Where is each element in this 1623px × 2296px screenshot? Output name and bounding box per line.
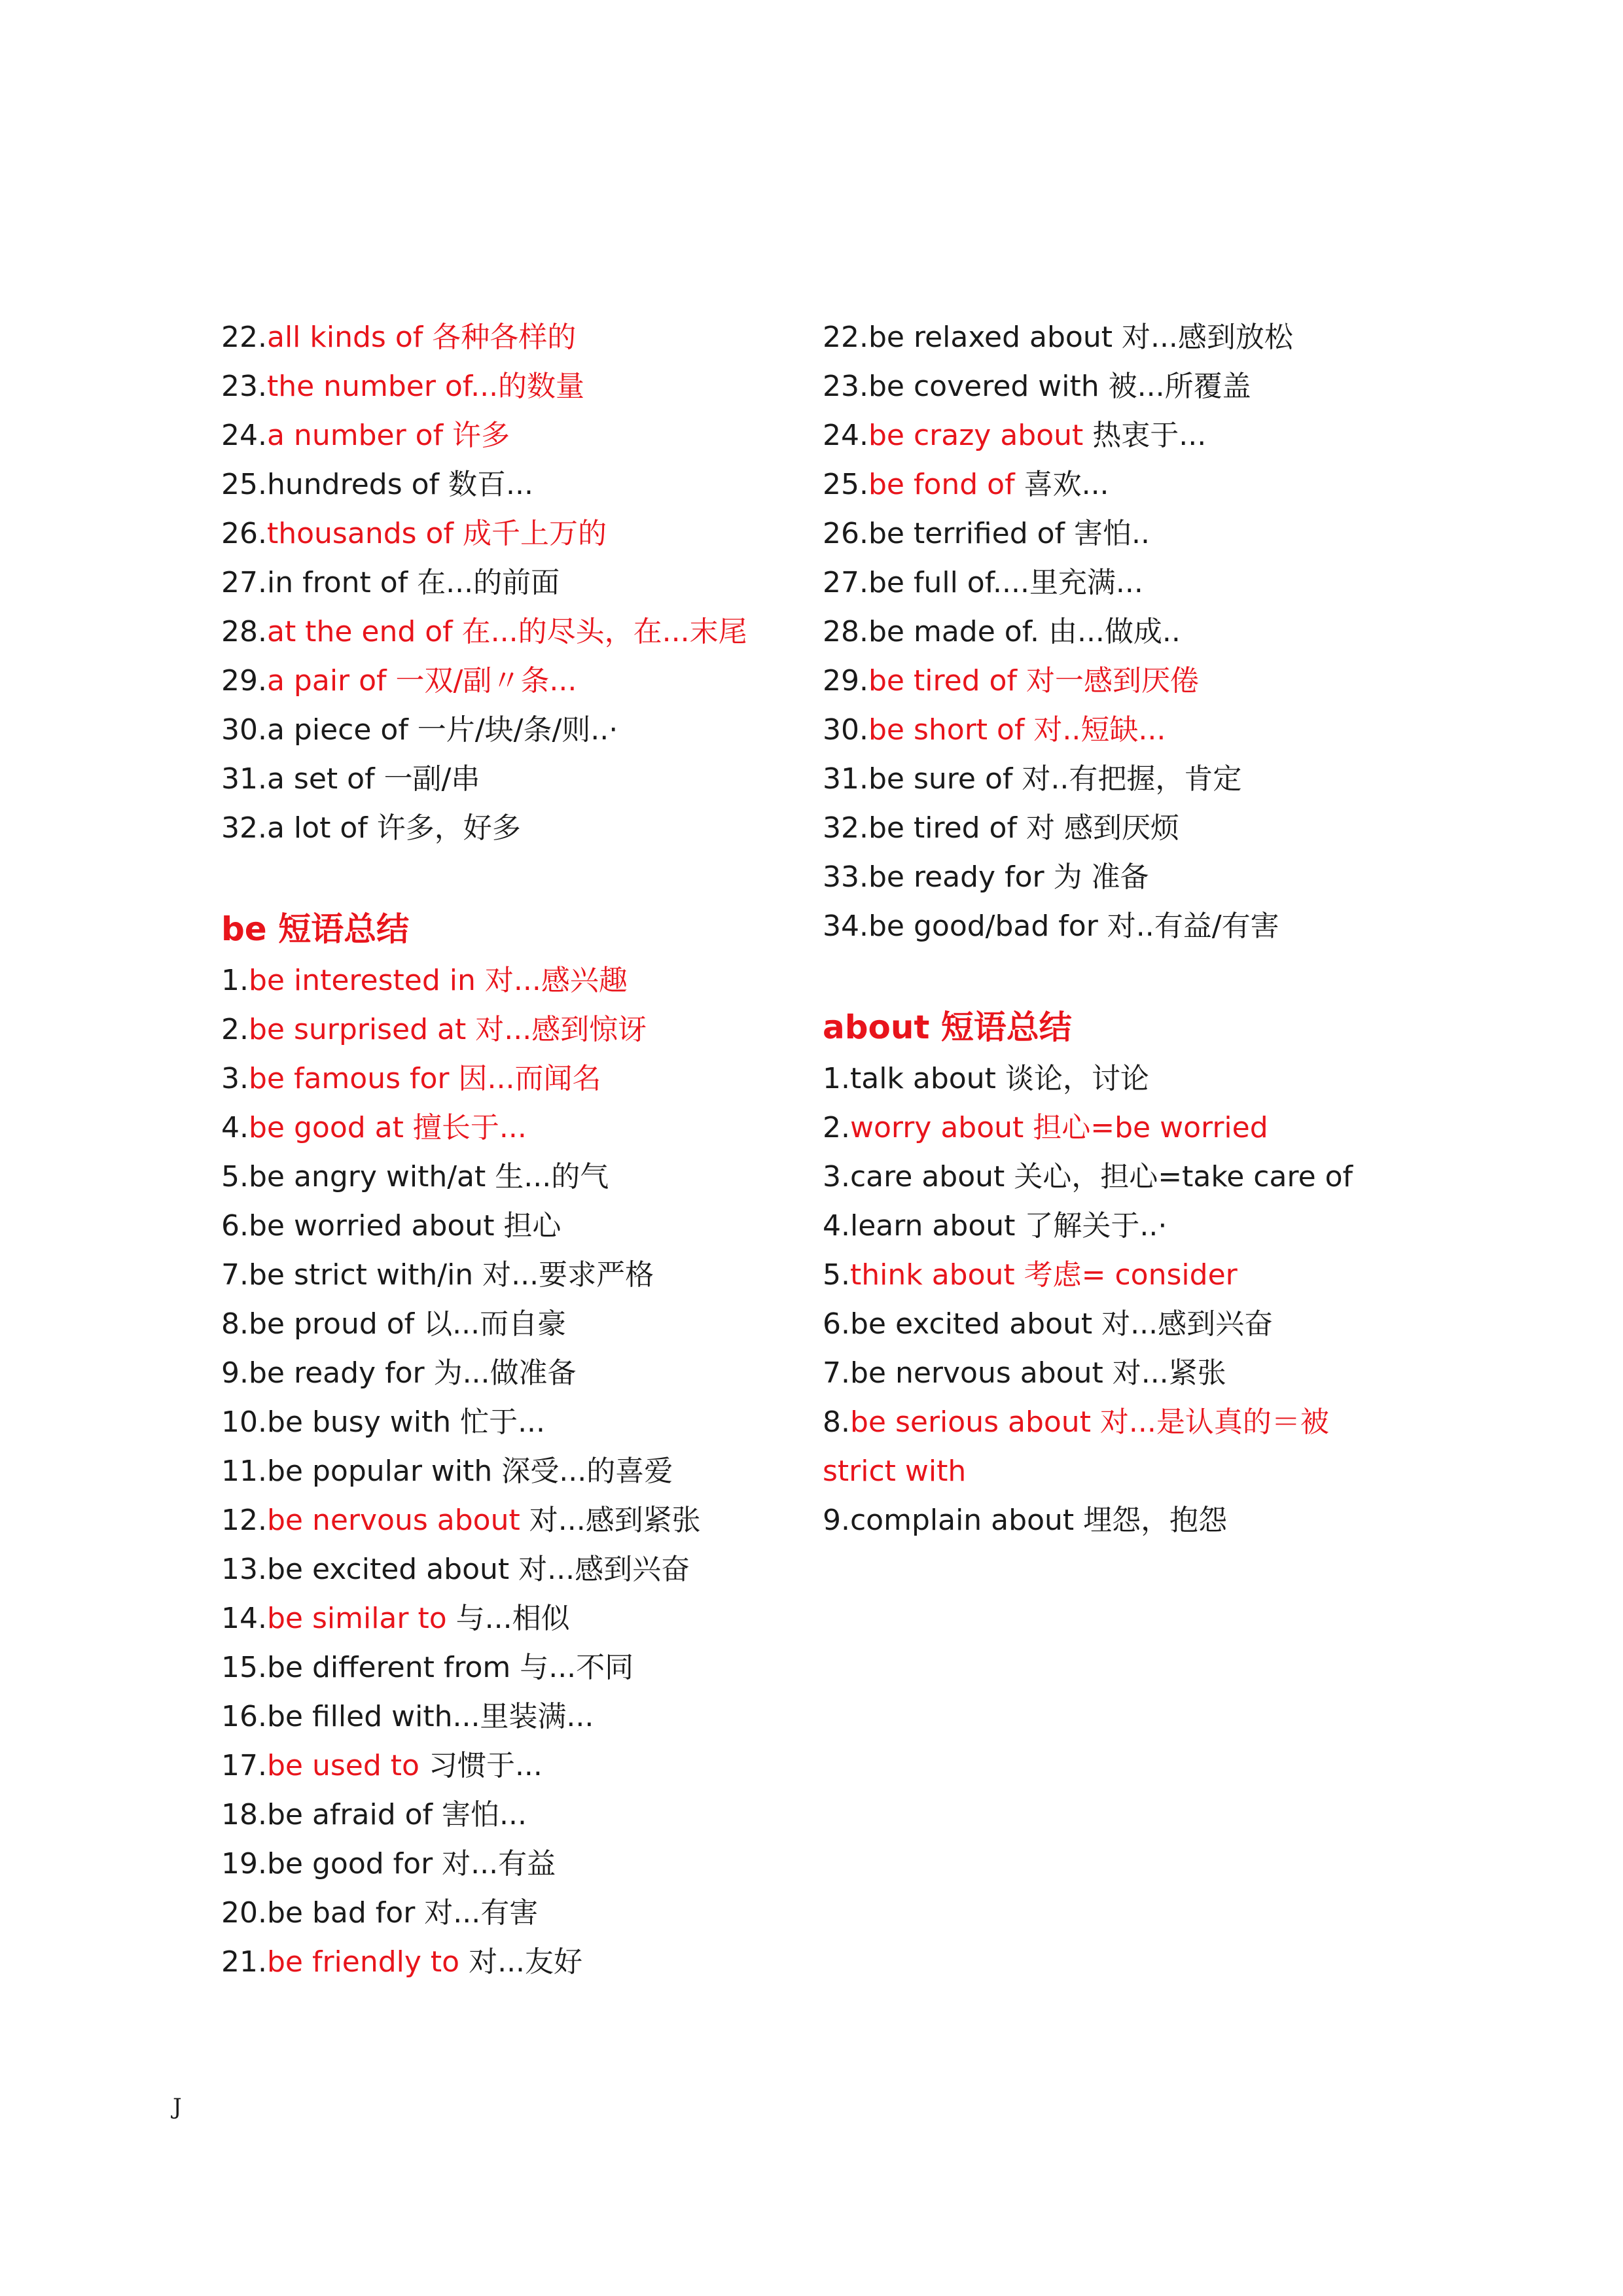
phrase-item [221, 1349, 784, 1398]
phrase-number: 3. [221, 1062, 249, 1095]
phrase-number: 10. [221, 1405, 267, 1439]
phrase-number: 25. [221, 468, 267, 501]
phrase-text: be good at 擅长于... [248, 1111, 527, 1144]
phrase-text: be filled with...里装满... [266, 1700, 594, 1733]
phrase-text: be famous for 因...而闻名 [248, 1062, 601, 1095]
phrase-item [823, 1447, 1385, 1496]
phrase-number: 1. [221, 964, 249, 997]
phrase-item [221, 705, 784, 754]
phrase-number: 1. [823, 1062, 850, 1095]
phrase-meaning: 喜欢... [1014, 468, 1109, 501]
phrase-item [823, 804, 1385, 853]
phrase-number: 28. [221, 615, 267, 648]
phrase-text: strict with [823, 1455, 967, 1488]
phrase-text: be made of. 由...做成.. [868, 615, 1181, 648]
phrase-number: 24. [221, 419, 267, 452]
phrase-item [221, 362, 784, 411]
phrase-item [221, 656, 784, 705]
phrase-number: 2. [823, 1111, 850, 1144]
phrase-item [823, 853, 1385, 902]
phrase-number: 33. [823, 860, 868, 894]
phrase-number: 29. [221, 664, 267, 698]
phrase-item [823, 607, 1385, 656]
phrase-item [221, 1103, 784, 1152]
phrase-number: 27. [221, 566, 267, 599]
phrase-item [221, 1005, 784, 1054]
phrase-item [221, 1692, 784, 1741]
phrase-number: 31. [221, 762, 267, 796]
phrase-text: be different from 与...不同 [266, 1651, 634, 1684]
be-phrase-list [221, 956, 784, 1987]
phrase-text: care about 关心，担心=take care of [849, 1160, 1353, 1193]
phrase-number: 8. [823, 1405, 850, 1439]
phrase-item [221, 607, 784, 656]
phrase-text: be tired of 对一感到厌倦 [868, 664, 1199, 698]
phrase-item [221, 1250, 784, 1299]
phrase-number: 25. [823, 468, 868, 501]
phrase-item [823, 362, 1385, 411]
phrase-text: a lot of 许多，好多 [266, 811, 521, 845]
phrase-text: learn about 了解关于..· [849, 1209, 1168, 1243]
phrase-item [823, 902, 1385, 951]
phrase-text: be covered with 被...所覆盖 [868, 370, 1251, 403]
phrase-text: hundreds of 数百... [266, 468, 533, 501]
phrase-number: 2. [221, 1013, 249, 1046]
phrase-item [221, 460, 784, 509]
phrase-item [823, 313, 1385, 362]
phrase-meaning: 对...感到紧张 [520, 1504, 701, 1537]
footer-mark: J [173, 2094, 182, 2120]
phrase-text: worry about 担心=be worried [849, 1111, 1268, 1144]
phrase-item [221, 1447, 784, 1496]
phrase-text: a number of 许多 [266, 419, 510, 452]
phrase-text: at the end of 在...的尽头，在...末尾 [266, 615, 747, 648]
phrase-item [221, 956, 784, 1005]
phrase-item [823, 754, 1385, 804]
phrase-text: be nervous about [266, 1504, 520, 1537]
phrase-number: 14. [221, 1602, 267, 1635]
phrase-meaning: 与...相似 [446, 1602, 570, 1635]
phrase-number: 21. [221, 1945, 267, 1979]
phrase-text: be surprised at 对...感到惊讶 [248, 1013, 647, 1046]
phrase-text: be relaxed about 对...感到放松 [868, 321, 1293, 354]
phrase-number: 19. [221, 1847, 267, 1881]
phrase-number: 7. [823, 1356, 850, 1390]
phrase-number: 6. [221, 1209, 249, 1243]
right-column [823, 313, 1385, 1545]
phrase-text: be short of 对..短缺... [868, 713, 1166, 747]
phrase-text: all kinds of 各种各样的 [266, 321, 577, 354]
phrase-text: be strict with/in 对...要求严格 [248, 1258, 654, 1292]
phrase-item [823, 656, 1385, 705]
phrase-number: 9. [823, 1504, 850, 1537]
phrase-item [221, 1398, 784, 1447]
phrase-meaning: 热衷于... [1083, 419, 1207, 452]
phrase-item [823, 1299, 1385, 1349]
section-heading-be-phrases: be 短语总结 [221, 910, 410, 948]
phrase-item [221, 1201, 784, 1250]
phrase-number: 11. [221, 1455, 267, 1488]
phrase-text: talk about 谈论，讨论 [849, 1062, 1149, 1095]
phrase-meaning: 习惯于... [419, 1749, 543, 1782]
phrase-item [221, 804, 784, 853]
phrase-list-continued [221, 313, 784, 853]
phrase-text: the number of...的数量 [266, 370, 585, 403]
phrase-item [221, 1299, 784, 1349]
phrase-number: 26. [221, 517, 267, 550]
phrase-text: be interested in 对...感兴趣 [248, 964, 628, 997]
phrase-number: 16. [221, 1700, 267, 1733]
phrase-text: be excited about 对...感到兴奋 [266, 1553, 690, 1586]
phrase-item [221, 1594, 784, 1643]
phrase-item [823, 411, 1385, 460]
phrase-item [823, 460, 1385, 509]
phrase-text: be excited about 对...感到兴奋 [849, 1307, 1274, 1341]
phrase-item [823, 509, 1385, 558]
phrase-number: 20. [221, 1896, 267, 1930]
phrase-text: thousands of 成千上万的 [266, 517, 607, 550]
phrase-number: 27. [823, 566, 868, 599]
phrase-number: 24. [823, 419, 868, 452]
phrase-text: be friendly to [266, 1945, 460, 1979]
phrase-number: 23. [823, 370, 868, 403]
phrase-text: a set of 一副/串 [266, 762, 480, 796]
phrase-number: 3. [823, 1160, 850, 1193]
phrase-text: be good/bad for 对..有益/有害 [868, 910, 1279, 943]
phrase-number: 32. [823, 811, 868, 845]
phrase-text: be popular with 深受...的喜爱 [266, 1455, 673, 1488]
phrase-number: 4. [823, 1209, 850, 1243]
phrase-text: be serious about 对...是认真的＝被 [849, 1405, 1329, 1439]
phrase-text: be full of....里充满... [868, 566, 1143, 599]
phrase-number: 22. [823, 321, 868, 354]
phrase-item [823, 1152, 1385, 1201]
phrase-item [221, 313, 784, 362]
phrase-number: 4. [221, 1111, 249, 1144]
phrase-text: be bad for 对...有害 [266, 1896, 539, 1930]
phrase-number: 5. [221, 1160, 249, 1193]
phrase-number: 9. [221, 1356, 249, 1390]
section-heading-about-phrases: about 短语总结 [823, 1008, 1072, 1046]
phrase-number: 30. [823, 713, 868, 747]
phrase-item [221, 509, 784, 558]
phrase-number: 28. [823, 615, 868, 648]
phrase-number: 30. [221, 713, 267, 747]
phrase-item [823, 1398, 1385, 1447]
phrase-item [221, 1888, 784, 1937]
phrase-number: 12. [221, 1504, 267, 1537]
phrase-item [823, 1349, 1385, 1398]
phrase-item [221, 1643, 784, 1692]
phrase-text: complain about 埋怨，抱怨 [849, 1504, 1228, 1537]
phrase-number: 22. [221, 321, 267, 354]
phrase-text: be busy with 忙于... [266, 1405, 546, 1439]
phrase-item [221, 1152, 784, 1201]
phrase-text: be tired of 对 感到厌烦 [868, 811, 1179, 845]
phrase-number: 5. [823, 1258, 850, 1292]
phrase-number: 17. [221, 1749, 267, 1782]
phrase-text: in front of 在...的前面 [266, 566, 560, 599]
phrase-number: 34. [823, 910, 868, 943]
phrase-text: be sure of 对..有把握，肯定 [868, 762, 1242, 796]
phrase-number: 18. [221, 1798, 267, 1831]
phrase-number: 6. [823, 1307, 850, 1341]
phrase-text: be good for 对...有益 [266, 1847, 556, 1881]
section-gap [823, 951, 1385, 1000]
phrase-item [823, 558, 1385, 607]
phrase-item [221, 1496, 784, 1545]
phrase-number: 7. [221, 1258, 249, 1292]
phrase-item [221, 411, 784, 460]
phrase-number: 8. [221, 1307, 249, 1341]
phrase-text: a pair of 一双/副〃条... [266, 664, 577, 698]
phrase-text: think about 考虑= consider [849, 1258, 1238, 1292]
phrase-number: 13. [221, 1553, 267, 1586]
phrase-text: be worried about 担心 [248, 1209, 562, 1243]
phrase-item [221, 1839, 784, 1888]
phrase-item [823, 1054, 1385, 1103]
phrase-item [221, 1741, 784, 1790]
be-phrase-list-continued [823, 313, 1385, 951]
phrase-item [221, 1937, 784, 1987]
phrase-text: be nervous about 对...紧张 [849, 1356, 1226, 1390]
phrase-text: be proud of 以...而自豪 [248, 1307, 567, 1341]
section-gap [221, 853, 784, 902]
phrase-item [823, 1103, 1385, 1152]
phrase-number: 29. [823, 664, 868, 698]
phrase-number: 31. [823, 762, 868, 796]
phrase-text: be crazy about [868, 419, 1084, 452]
phrase-text: be terrified of 害怕.. [868, 517, 1150, 550]
phrase-text: be angry with/at 生...的气 [248, 1160, 609, 1193]
phrase-number: 23. [221, 370, 267, 403]
phrase-text: be fond of [868, 468, 1015, 501]
phrase-text: be ready for 为...做准备 [248, 1356, 577, 1390]
phrase-item [823, 1496, 1385, 1545]
phrase-item [221, 1054, 784, 1103]
phrase-number: 15. [221, 1651, 267, 1684]
phrase-text: be afraid of 害怕... [266, 1798, 527, 1831]
left-column [221, 313, 784, 1987]
phrase-text: be similar to [266, 1602, 447, 1635]
phrase-item [221, 754, 784, 804]
phrase-item [823, 1201, 1385, 1250]
phrase-number: 32. [221, 811, 267, 845]
phrase-text: be ready for 为 准备 [868, 860, 1149, 894]
phrase-item [221, 1790, 784, 1839]
phrase-meaning: 对...友好 [459, 1945, 583, 1979]
phrase-text: be used to [266, 1749, 419, 1782]
phrase-item [221, 1545, 784, 1594]
phrase-text: a piece of 一片/块/条/则..· [266, 713, 618, 747]
phrase-number: 26. [823, 517, 868, 550]
phrase-item [823, 1250, 1385, 1299]
phrase-item [221, 558, 784, 607]
phrase-item [823, 705, 1385, 754]
about-phrase-list [823, 1054, 1385, 1545]
